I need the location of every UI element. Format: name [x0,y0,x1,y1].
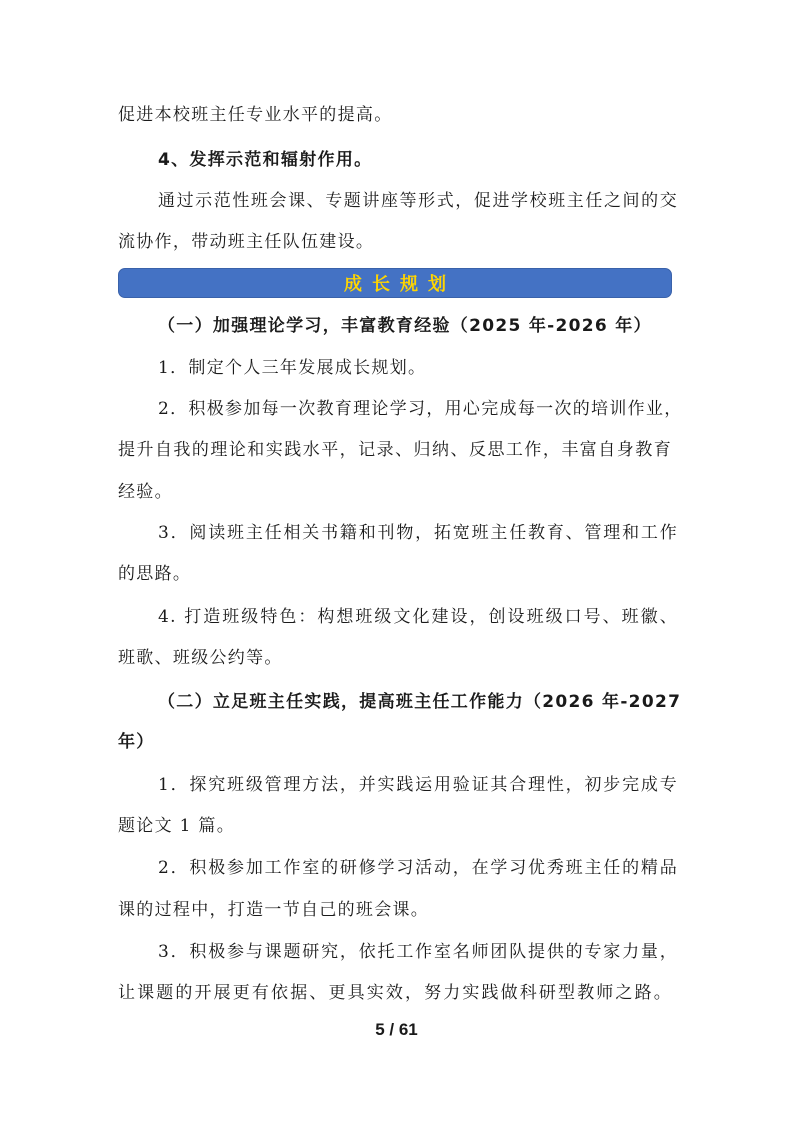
paragraph-line: 1．探究班级管理方法，并实践运用验证其合理性，初步完成专 [158,775,678,795]
paragraph-line: 4. 打造班级特色：构想班级文化建设，创设班级口号、班徽、 [158,607,678,627]
paragraph-line: 的思路。 [118,564,192,584]
paragraph-line: 2．积极参加工作室的研修学习活动，在学习优秀班主任的精品 [158,858,678,878]
paragraph-line: 流协作，带动班主任队伍建设。 [118,232,375,252]
paragraph-line: 2．积极参加每一次教育理论学习，用心完成每一次的培训作业， [158,399,683,419]
paragraph-line: 题论文 1 篇。 [118,816,236,836]
paragraph-line: 让课题的开展更有依据、更具实效，努力实践做科研型教师之路。 [118,983,672,1003]
section-heading: 4、发挥示范和辐射作用。 [158,150,373,170]
paragraph-line: 课的过程中，打造一节自己的班会课。 [118,900,430,920]
page-number: 5 / 61 [375,1020,418,1039]
paragraph-line: 经验。 [118,482,173,502]
section-banner [118,268,672,298]
paragraph-line: 提升自我的理论和实践水平，记录、归纳、反思工作，丰富自身教育 [118,440,672,460]
banner-title: 成长规划 [344,274,456,295]
paragraph-line: 3．积极参与课题研究，依托工作室名师团队提供的专家力量， [158,942,678,962]
paragraph-line: 1．制定个人三年发展成长规划。 [158,358,427,378]
subsection-heading: （一）加强理论学习，丰富教育经验（2025 年-2026 年） [158,316,652,336]
paragraph-line: 通过示范性班会课、专题讲座等形式，促进学校班主任之间的交 [158,191,678,211]
paragraph-line: 班歌、班级公约等。 [118,648,283,668]
subsection-heading: （二）立足班主任实践，提高班主任工作能力（2026 年-2027 [158,692,682,712]
paragraph-line: 3．阅读班主任相关书籍和刊物，拓宽班主任教育、管理和工作 [158,523,678,543]
subsection-heading-continued: 年） [118,732,155,752]
paragraph-line: 促进本校班主任专业水平的提高。 [118,105,393,125]
